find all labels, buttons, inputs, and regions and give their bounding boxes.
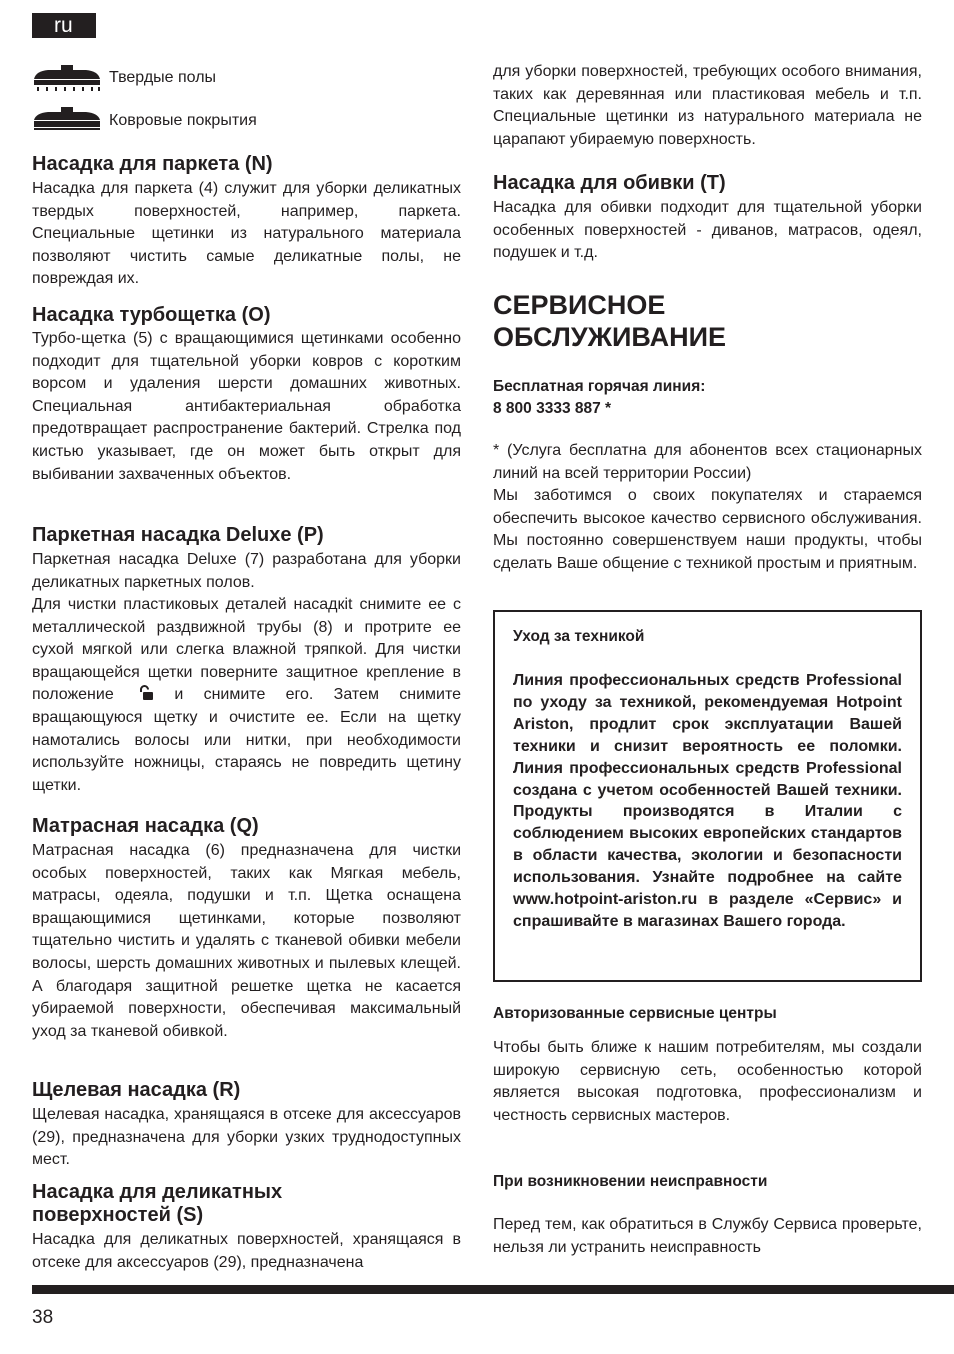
- care-info-box: [493, 610, 922, 982]
- floor-type-carpet: [32, 106, 257, 136]
- section-text-p-2a: Для чистки пластиковых деталей насадкit снимите ее с металлической раздвижной трубы (8) и протрите ее сухой мягкой или слегка влажной тряпкой. Для чистки вращающейся щетки поверните защитное крепление в положение: [32, 596, 461, 704]
- floor-type-label: Твердые полы: [109, 69, 217, 86]
- section-text-p-1: Паркетная насадка Deluxe (7) разработана для уборки деликатных паркетных полов.: [32, 551, 461, 591]
- section-title-r: Щелевая насадка (R): [32, 1079, 241, 1101]
- language-tag: ru: [32, 13, 96, 38]
- hotline-label: Бесплатная горячая линия:: [493, 378, 706, 395]
- floor-type-label: Ковровые покрытия: [109, 112, 257, 129]
- section-text-r: Щелевая насадка, хранящаяся в отсеке для аксессуаров (29), предназначена для уборки узких труднодоступных мест.: [32, 1106, 461, 1169]
- floor-type-hard: [32, 63, 216, 93]
- section-title-s-line1: Насадка для деликатных: [32, 1181, 283, 1203]
- unlock-icon: [138, 685, 154, 701]
- footer-rule: [32, 1285, 954, 1294]
- section-text-p-2b: и снимите его. Затем снимите вращающуюся щетку и очистите ее. Если на щетку намотались волосы или нитки, при необходимости используйте ножницы, стараясь не повредить щетину щетки.: [32, 686, 461, 794]
- section-text-s: Насадка для деликатных поверхностей, хранящаяся в отсеке для аксессуаров (29), предназначена: [32, 1231, 461, 1271]
- hard-floor-brush-icon: [32, 63, 102, 93]
- section-text-p-2: [32, 594, 461, 797]
- care-box-title: Уход за техникой: [513, 628, 645, 645]
- authorized-centers-title: Авторизованные сервисные центры: [493, 1005, 777, 1022]
- section-text-s-continued: для уборки поверхностей, требующих особого внимания, таких как деревянная или пластиковая мебель и т.п. Специальные щетинки из натурального материала не царапают убираемую поверхность.: [493, 63, 922, 148]
- malfunction-text: Перед тем, как обратиться в Службу Сервиса проверьте, нельзя ли устранить неисправность: [493, 1216, 922, 1256]
- malfunction-title: При возникновении неисправности: [493, 1173, 768, 1190]
- hotline-number: 8 800 3333 887 *: [493, 400, 612, 417]
- section-title-n: Насадка для паркета (N): [32, 153, 273, 175]
- section-title-s-line2: поверхностей (S): [32, 1204, 204, 1226]
- section-text-n: Насадка для паркета (4) служит для уборки деликатных твердых поверхностей, например, паркета. Специальные щетинки из натурального материала позволяют чистить самые деликатные полы, не повреждая их.: [32, 180, 461, 288]
- carpet-brush-icon: [32, 106, 102, 136]
- section-title-o: Насадка турбощетка (O): [32, 304, 271, 326]
- section-text-q: Матрасная насадка (6) предназначена для чистки особых поверхностей, таких как Мягкая мебель, матрасы, одеяла, подушки и т.п. Щетка оснащена вращающимися щетинками, которые позволяют тщательно чистить и удалять с тканевой обивки мебели волосы, шерсть домашних животных и пылевых клещей. А благодаря защитной решетке щетка не касается убираемой поверхности, обеспечивая максимальный уход за тканевой обивкой.: [32, 842, 461, 1040]
- page-number: 38: [32, 1307, 54, 1328]
- section-title-t: Насадка для обивки (T): [493, 172, 726, 194]
- section-text-t: Насадка для обивки подходит для тщательной уборки особенных поверхностей - диванов, матрасов, одеял, подушек и т.д.: [493, 199, 922, 262]
- section-title-q: Матрасная насадка (Q): [32, 815, 259, 837]
- service-text: Мы заботимся о своих покупателях и стараемся обеспечить высокое качество сервисного обслуживания. Мы постоянно совершенствуем наши продукты, чтобы сделать Ваше общение с техникой простым и приятным.: [493, 487, 922, 572]
- service-title-line1: СЕРВИСНОЕ: [493, 290, 666, 320]
- section-title-p: Паркетная насадка Deluxe (P): [32, 524, 324, 546]
- service-title-line2: ОБСЛУЖИВАНИЕ: [493, 322, 726, 352]
- authorized-centers-text: Чтобы быть ближе к нашим потребителям, мы создали широкую сервисную сеть, особенностью которой является высокая подготовка, профессионализм и честность сервисных мастеров.: [493, 1039, 922, 1124]
- care-box-text: Линия профессиональных средств Professional по уходу за техникой, рекомендуемая Hotpoint Ariston, продлит срок эксплуатации Вашей техники и снизит вероятность ее поломки. Линия профессиональных средств Professional создана с учетом особенностей Вашей техники. Продукты производятся в Италии с соблюдением высоких европейских стандартов в области качества, экологии и безопасности использования. Узнайте подробнее на сайте www.hotpoint-ariston.ru в разделе «Сервис» и спрашивайте в магазинах Вашего города.: [513, 672, 902, 930]
- section-text-o: Турбо-щетка (5) с вращающимися щетинками особенно подходит для тщательной уборки ковров с коротким ворсом и удаления шерсти домашних животных. Специальная антибактериальная обработка предотвращает распространение бактерий. Стрелка под кистью указывает, где он может быть открыт для выбивании захваченных объектов.: [32, 330, 461, 483]
- hotline-note: * (Услуга бесплатна для абонентов всех стационарных линий на всей территории России): [493, 442, 922, 482]
